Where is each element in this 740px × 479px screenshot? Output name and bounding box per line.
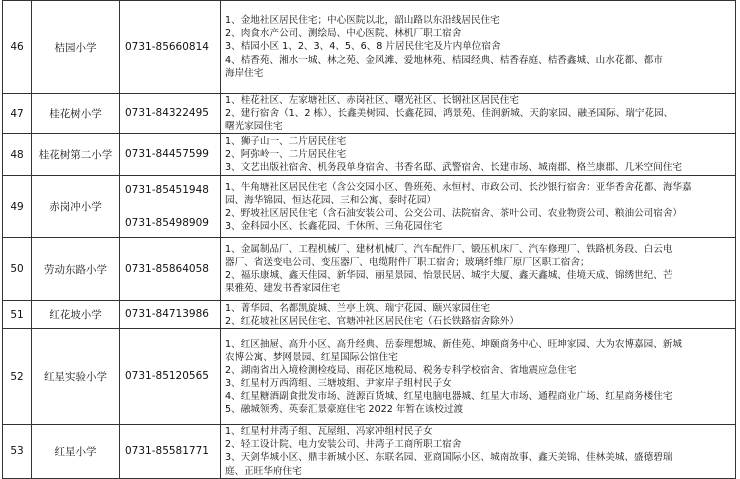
area-line: 1、桂花社区、左家塘社区、赤岗社区、曙光社区、长钢社区居民住宅 [225,95,519,106]
table-row [3,301,736,329]
school-district-table [2,0,736,479]
area-line: 1、狮子山一、二片居民住宅 [225,136,347,148]
row-number: 47 [3,94,32,134]
phone-cell [120,134,221,176]
school-name: 红星实验小学 [32,329,120,425]
phone-cell [120,1,221,94]
area-line: 4、红星糖酒副食批发市场、涟源百货城、红星电脑电器城、红星大市场、通程商业广场、红星商务楼住宅 [225,390,673,402]
row-number: 48 [3,134,32,176]
area-line: 器厂、省送变电公司、变压器厂、电缆附件厂职工宿舍；玻璃纤维厂原厂区职工宿舍； [225,257,590,269]
table-row [3,238,736,301]
school-name: 赤岗冲小学 [32,176,120,238]
phone-number: 0731-84457599 [125,148,209,161]
area-line: 曙光家园住宅 [225,121,283,133]
table-row [3,134,736,176]
area-line: 农博公寓、梦网景园、红星国际公馆住宅 [225,351,398,363]
area-line: 2、轻工设计院、电力安装公司、井湾子工商所职工宿舍 [225,439,462,451]
enrollment-area-cell [221,176,736,238]
school-name: 劳动东路小学 [32,238,120,301]
phone-number: 0731-85498909 [125,216,209,229]
area-line: 3、文艺出版社宿舍、机务段单身宿舍、书香名邸、武警宿舍、长建市场、城南郡、格兰康郡、几米空间住宅 [225,162,683,174]
area-line: 5、融城领秀、英泰汇景豪庭住宅 2022 年暂在该校过渡 [225,403,464,415]
phone-number: 0731-84713986 [125,308,209,321]
enrollment-area-cell [221,94,736,134]
school-name: 桂花树小学 [32,94,120,134]
area-line: 2、福乐康城、鑫天佳园、新华园、丽星景园、怡景民居、城宇大厦、鑫天鑫城、佳境天成、锦绣世纪、芒 [225,270,673,282]
area-line: 园、海华锦园、恒达花园、三和公寓、泰时花园） [225,194,437,206]
area-line: 1、红区抽屉、高升小区、高升经典、岳泰理想城、新佳苑、坤颐商务中心、旺坤家园、大为农博嘉园、新城 [225,338,683,350]
enrollment-area-cell [221,134,736,176]
phone-number: 0731-85451948 [125,183,209,196]
phone-cell [120,176,221,238]
enrollment-area-cell [221,301,736,329]
phone-number: 0731-85660814 [125,40,209,53]
school-name: 红星小学 [32,425,120,478]
area-line: 庭、正旺华府住宅 [225,465,302,477]
area-line: 1、牛角塘社区居民住宅（含公交园小区、鲁班苑、永恒村、市政公司、长沙银行宿舍：亚华香舍花都、海华嘉 [225,181,692,193]
area-line: 2、湖南省出入境检测检疫局、雨花区地税局、税务专科学校宿舍、省地震应急住宅 [225,364,577,376]
area-line: 果雅苑、建发书香家园住宅 [225,283,341,295]
phone-cell [120,425,221,478]
area-line: 1、金地社区居民住宅；中心医院以北，韶山路以东沿线居民住宅 [225,15,500,27]
phone-number: 0731-85864058 [125,262,209,275]
phone-cell [120,329,221,425]
phone-cell [120,301,221,329]
table-row [3,176,736,238]
area-line: 3、红星村万西湾组、三塘坡组、尹家岸子组村民子女 [225,377,452,389]
table-body [3,1,736,479]
phone-cell [120,94,221,134]
enrollment-area-cell [221,1,736,94]
phone-number: 0731-84322495 [125,107,209,120]
area-line: 2、红花坡社区居民住宅、官塘冲社区居民住宅（石长铁路宿舍除外） [225,315,519,327]
area-line: 1、金属制品厂、工程机械厂、建材机械厂、汽车配件厂、锻压机床厂、汽车修理厂、铁路机务段、白云电 [225,244,673,256]
row-number: 53 [3,425,32,478]
area-line: 3、天剑华城小区、鼎丰新城小区、东联名园、亚商国际小区、城南故事、鑫天美锦、佳林美城、盛德碧瑞 [225,452,673,464]
school-name: 桂花树第二小学 [32,134,120,176]
table-row [3,425,736,478]
table-row [3,1,736,94]
row-number: 46 [3,1,32,94]
area-line: 2、阿弥岭一、二片居民住宅 [225,149,347,161]
area-line: 3、桔园小区 1、2、3、4、5、6、8 片居民住宅及片内单位宿舍 [225,41,501,53]
phone-cell [120,238,221,301]
area-line: 海岸住宅 [225,67,264,79]
area-line: 4、桔香苑、湘水一城、林之苑、金风滩、爱地林苑、桔园经典、桔香春庭、桔香鑫城、山水花都、都市 [225,54,663,66]
enrollment-area-cell [221,329,736,425]
phone-number: 0731-85120565 [125,370,209,383]
school-name: 桔园小学 [32,1,120,94]
area-line: 2、肉食水产公司、测绘局、中心医院、林机厂职工宿舍 [225,28,462,40]
enrollment-area-cell [221,425,736,478]
area-line: 2、建行宿舍（1、2 栋）、长鑫美树园、长鑫花园、鸿景苑、佳润新城、天韵家园、融圣国际、瑞宁花园、 [225,108,674,120]
area-line: 1、红星村井湾子组、瓦屋组、冯家冲组村民子女 [225,426,433,438]
enrollment-area-cell [221,238,736,301]
area-line: 2、野坡社区居民住宅（含石油安装公司、公交公司、法院宿舍、茶叶公司、农业物资公司、粮油公司宿舍） [225,207,683,219]
row-number: 52 [3,329,32,425]
school-name: 红花坡小学 [32,301,120,329]
row-number: 50 [3,238,32,301]
row-number: 49 [3,176,32,238]
table-row [3,94,736,134]
area-line: 1、菁华园、名都凯旋城、兰亭上筑、瑞宁花园、颐兴家园住宅 [225,302,491,314]
area-line: 3、金科园小区、长鑫花园、千休所、三角花园住宅 [225,220,443,232]
row-number: 51 [3,301,32,329]
phone-number: 0731-85581771 [125,444,209,457]
table-row [3,329,736,425]
